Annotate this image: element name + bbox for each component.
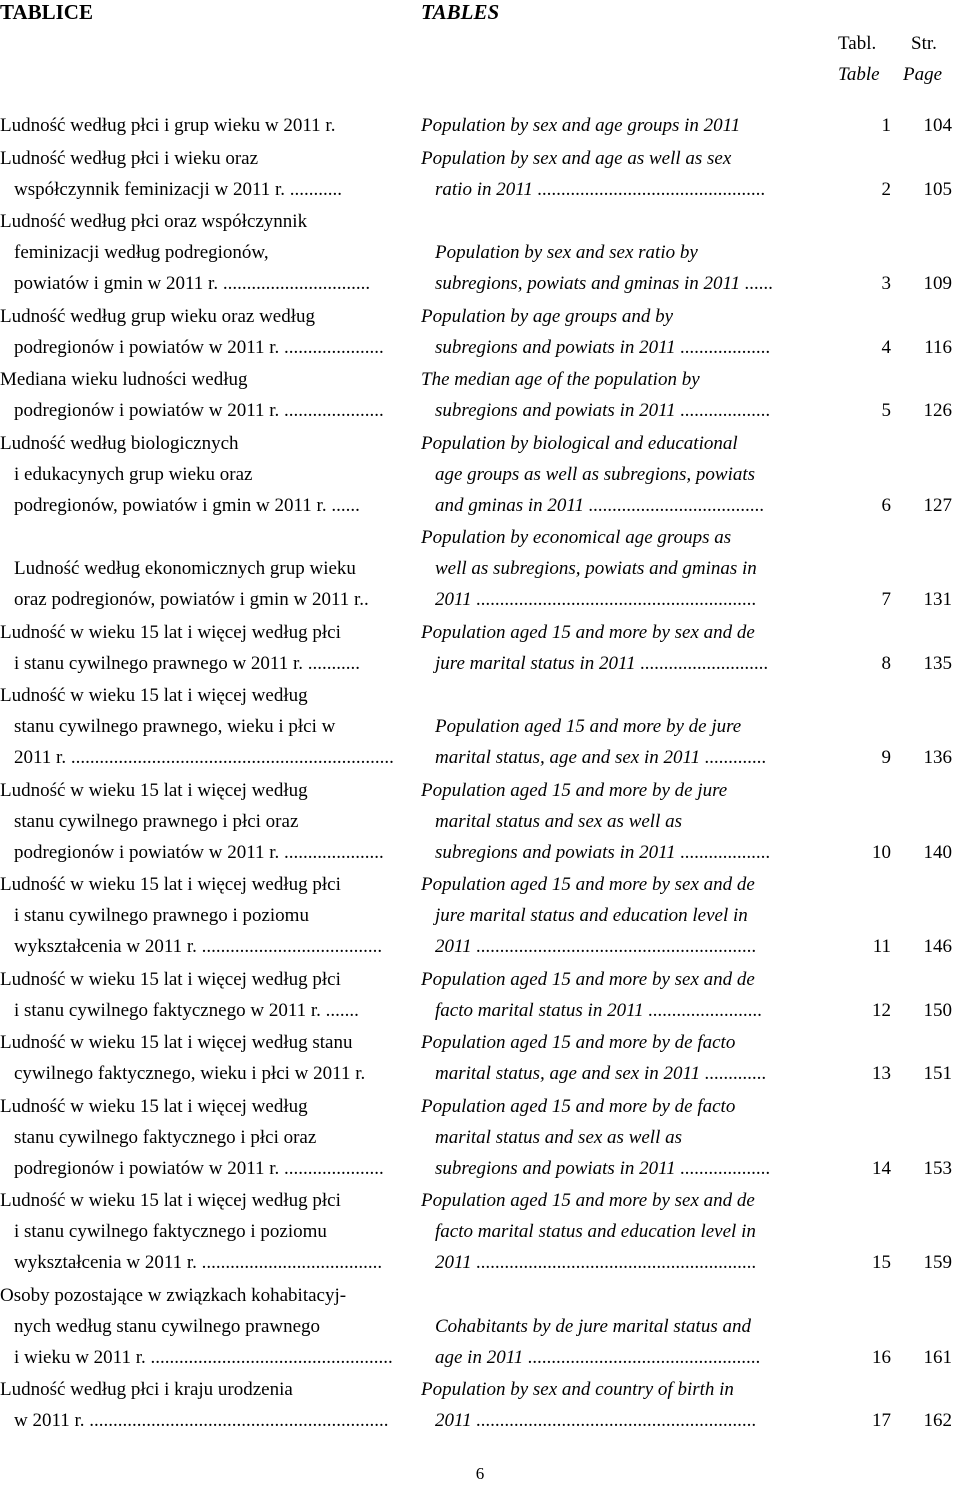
title-polish: TABLICE (0, 0, 93, 24)
title-polish-line: i edukacynych grup wieku oraz (14, 463, 253, 485)
page-number-cell: 162 (923, 1410, 952, 1431)
title-polish-line: Ludność według ekonomicznych grup wieku (14, 558, 356, 579)
title-polish-line: Ludność według płci i wieku oraz (0, 147, 259, 169)
table-number: 9 (881, 747, 891, 768)
table-number: 4 (881, 336, 891, 358)
title-english-line: marital status and sex as well as (435, 1126, 683, 1148)
title-polish-line: wykształcenia w 2011 r. ...................................... (14, 936, 383, 957)
title-english-line: subregions and powiats in 2011 ................... (435, 1157, 771, 1179)
title-english-line: jure marital status and education level in (435, 905, 748, 926)
title-polish (0, 1091, 412, 1184)
title-english-line: subregions and powiats in 2011 ................... (435, 400, 771, 421)
title-polish-line: stanu cywilnego prawnego, wieku i płci w (14, 716, 336, 737)
title-polish (0, 364, 412, 426)
title-english-line: facto marital status and education level in (435, 1221, 756, 1242)
table-number: 8 (881, 652, 891, 674)
title-polish-line: podregionów i powiatów w 2011 r. ..................... (14, 1157, 384, 1179)
title-polish-line: i stanu cywilnego prawnego i poziomu (14, 905, 309, 926)
title-polish-line: w 2011 r. ............................................................... (14, 1410, 389, 1431)
title-polish-line: i stanu cywilnego faktycznego w 2011 r. ....... (14, 999, 359, 1021)
table-number: 16 (872, 1346, 891, 1368)
title-english (421, 301, 833, 363)
title-english-line: 2011 ........................................................... (435, 1410, 757, 1431)
title-polish-line: Ludność w wieku 15 lat i więcej według płci (0, 621, 341, 643)
title-english (421, 1280, 833, 1373)
title-english (421, 143, 833, 205)
title-polish-line: Osoby pozostające w związkach kohabitacyj- (0, 1284, 347, 1306)
title-polish-line: Ludność w wieku 15 lat i więcej według (0, 779, 308, 801)
page-number-cell: 126 (923, 400, 952, 421)
title-polish (0, 522, 412, 615)
title-english (421, 617, 833, 679)
title-polish (0, 1374, 412, 1436)
title-polish-line: Ludność w wieku 15 lat i więcej według płci (0, 1190, 341, 1211)
title-english-line: 2011 ........................................................... (435, 1252, 757, 1273)
title-english-line: jure marital status in 2011 ........................... (435, 652, 769, 674)
table-number: 17 (872, 1410, 891, 1431)
page-number-cell: 116 (924, 336, 952, 358)
title-english (421, 869, 833, 962)
table-number: 5 (881, 400, 891, 421)
title-polish-line: Ludność według grup wieku oraz według (0, 305, 316, 327)
title-polish-line: i stanu cywilnego faktycznego i poziomu (14, 1221, 327, 1242)
title-english-line: Population aged 15 and more by sex and de (421, 874, 755, 895)
title-polish-line: Ludność według biologicznych (0, 432, 239, 454)
title-polish-line: podregionów i powiatów w 2011 r. ..................... (14, 400, 384, 421)
table-number: 12 (872, 999, 891, 1021)
table-row (0, 617, 960, 679)
title-polish (0, 617, 412, 679)
page-number-cell: 104 (923, 115, 952, 136)
table-row (0, 206, 960, 299)
title-english (421, 364, 833, 426)
page-number-cell: 135 (923, 652, 952, 674)
title-polish-line: 2011 r. .................................................................... (14, 747, 394, 768)
title-english-line: facto marital status in 2011 ........................ (435, 999, 763, 1021)
page-number-cell: 150 (923, 999, 952, 1021)
title-polish (0, 143, 412, 205)
table-number: 11 (872, 936, 891, 957)
table-number: 1 (881, 115, 891, 136)
table-number: 6 (881, 494, 891, 516)
title-english (421, 110, 833, 141)
title-polish-line: stanu cywilnego faktycznego i płci oraz (14, 1126, 317, 1148)
title-english-line: Population by sex and age as well as sex (421, 147, 732, 169)
title-english (421, 964, 833, 1026)
title-polish-line: wykształcenia w 2011 r. ...................................... (14, 1252, 383, 1273)
title-english-line: well as subregions, powiats and gminas in (435, 558, 757, 579)
table-row (0, 1280, 960, 1373)
page-number-cell: 131 (923, 589, 952, 610)
title-polish-line: i stanu cywilnego prawnego w 2011 r. ........... (14, 652, 360, 674)
page-number-cell: 161 (923, 1346, 952, 1368)
title-english-line: Population by age groups and by (421, 305, 674, 327)
title-english: TABLES (421, 0, 500, 24)
page-number-cell: 146 (923, 936, 952, 957)
table-row (0, 1185, 960, 1278)
title-polish (0, 869, 412, 962)
title-polish (0, 428, 412, 521)
title-english-line: marital status, age and sex in 2011 ............. (435, 1063, 767, 1084)
title-polish-line: i wieku w 2011 r. ................................................... (14, 1346, 393, 1368)
title-english-line: Population by economical age groups as (421, 527, 732, 548)
title-english-line: Cohabitants by de jure marital status and (435, 1315, 751, 1337)
title-english-line: ratio in 2011 ................................................ (435, 178, 766, 200)
title-english (421, 680, 833, 773)
table-row (0, 869, 960, 962)
title-english-line: Population aged 15 and more by de facto (421, 1032, 736, 1053)
table-number: 3 (881, 273, 891, 294)
page-number-cell: 127 (923, 494, 952, 516)
page-number-cell: 153 (923, 1157, 952, 1179)
title-english-line: subregions, powiats and gminas in 2011 ...... (435, 273, 774, 294)
title-english-line: Population aged 15 and more by de jure (421, 779, 728, 801)
title-polish-line: Ludność w wieku 15 lat i więcej według (0, 1095, 308, 1117)
title-english-line: Population aged 15 and more by sex and de (421, 621, 755, 643)
title-english (421, 206, 833, 299)
table-row (0, 680, 960, 773)
title-polish-line: Ludność w wieku 15 lat i więcej według stanu (0, 1032, 353, 1053)
table-row (0, 364, 960, 426)
title-english-line (421, 1280, 833, 1311)
title-english-line: 2011 ........................................................... (435, 936, 757, 957)
title-english (421, 775, 833, 868)
table-row (0, 428, 960, 521)
table-number: 10 (872, 841, 891, 863)
table-row (0, 1027, 960, 1089)
table-row (0, 1374, 960, 1436)
title-polish-line: cywilnego faktycznego, wieku i płci w 2011 r. (14, 1063, 366, 1084)
title-polish (0, 775, 412, 868)
title-polish-line: podregionów, powiatów i gmin w 2011 r. ...... (14, 494, 360, 516)
title-polish-line (0, 522, 412, 553)
col-header-table-en: Table (838, 64, 880, 85)
title-polish (0, 110, 412, 141)
title-polish-line: Ludność w wieku 15 lat i więcej według płci (0, 874, 341, 895)
title-polish-line: powiatów i gmin w 2011 r. ............................... (14, 273, 371, 294)
title-polish-line: feminizacji według podregionów, (14, 242, 269, 263)
table-row (0, 301, 960, 363)
title-polish-line: stanu cywilnego prawnego i płci oraz (14, 810, 299, 832)
col-header-page-en: Page (903, 64, 943, 85)
title-english-line: marital status, age and sex in 2011 ............. (435, 747, 767, 768)
table-number: 2 (881, 178, 891, 200)
table-row (0, 775, 960, 868)
page-number-cell: 151 (923, 1063, 952, 1084)
table-row (0, 964, 960, 1026)
title-polish-line: nych według stanu cywilnego prawnego (14, 1315, 321, 1337)
title-polish-line: Ludność według płci i grup wieku w 2011 r. (0, 115, 336, 136)
page-number: 6 (475, 1464, 485, 1483)
page-number-cell: 136 (923, 747, 952, 768)
title-polish-line: Mediana wieku ludności według (0, 369, 248, 390)
title-polish (0, 964, 412, 1026)
title-english-line: The median age of the population by (421, 369, 700, 390)
title-english-line (421, 680, 833, 711)
page-number-cell: 105 (923, 178, 952, 200)
title-polish-line: Ludność według płci oraz współczynnik (0, 211, 308, 232)
title-polish (0, 1185, 412, 1278)
table-row (0, 1091, 960, 1184)
title-english-line: and gminas in 2011 ..................................... (435, 494, 765, 516)
title-english-line: Population aged 15 and more by de jure (435, 716, 742, 737)
title-english (421, 1027, 833, 1089)
page-number-cell: 159 (923, 1252, 952, 1273)
title-english-line: Population by sex and country of birth in (421, 1379, 734, 1400)
table-number: 13 (872, 1063, 891, 1084)
title-polish (0, 1280, 412, 1373)
table-number: 15 (872, 1252, 891, 1273)
title-polish-line: Ludność w wieku 15 lat i więcej według (0, 685, 308, 706)
title-english (421, 428, 833, 521)
title-polish (0, 1027, 412, 1089)
page-number-cell: 109 (923, 273, 952, 294)
title-english (421, 522, 833, 615)
table-number: 7 (881, 589, 891, 610)
title-english-line: marital status and sex as well as (435, 810, 683, 832)
table-row (0, 522, 960, 615)
title-polish (0, 301, 412, 363)
title-english (421, 1374, 833, 1436)
title-english-line: Population by sex and sex ratio by (435, 242, 698, 263)
title-english-line: Population by sex and age groups in 2011 (421, 115, 741, 136)
title-english-line: age groups as well as subregions, powiats (435, 463, 756, 485)
table-row (0, 143, 960, 205)
title-polish-line: podregionów i powiatów w 2011 r. ..................... (14, 841, 384, 863)
title-english-line: 2011 ........................................................... (435, 589, 757, 610)
title-english (421, 1091, 833, 1184)
title-polish (0, 206, 412, 299)
title-english-line: subregions and powiats in 2011 ................... (435, 336, 771, 358)
col-header-table-pl: Tabl. (838, 33, 877, 54)
title-english-line: Population by biological and educational (421, 432, 738, 454)
table-row (0, 110, 960, 141)
title-english-line: age in 2011 ................................................. (435, 1346, 761, 1368)
title-english-line: Population aged 15 and more by de facto (421, 1095, 736, 1117)
title-polish-line: Ludność według płci i kraju urodzenia (0, 1379, 293, 1400)
title-polish-line: oraz podregionów, powiatów i gmin w 2011 r.. (14, 589, 369, 610)
title-polish-line: Ludność w wieku 15 lat i więcej według płci (0, 968, 341, 990)
title-english-line: Population aged 15 and more by sex and de (421, 968, 755, 990)
col-header-page-pl: Str. (911, 33, 937, 54)
title-english-line (421, 206, 833, 237)
title-english-line: subregions and powiats in 2011 ................... (435, 841, 771, 863)
table-number: 14 (872, 1157, 891, 1179)
title-english-line: Population aged 15 and more by sex and de (421, 1190, 755, 1211)
title-polish-line: współczynnik feminizacji w 2011 r. ........... (14, 178, 343, 200)
title-polish-line: podregionów i powiatów w 2011 r. ..................... (14, 336, 384, 358)
title-polish (0, 680, 412, 773)
title-english (421, 1185, 833, 1278)
page-number-cell: 140 (923, 841, 952, 863)
